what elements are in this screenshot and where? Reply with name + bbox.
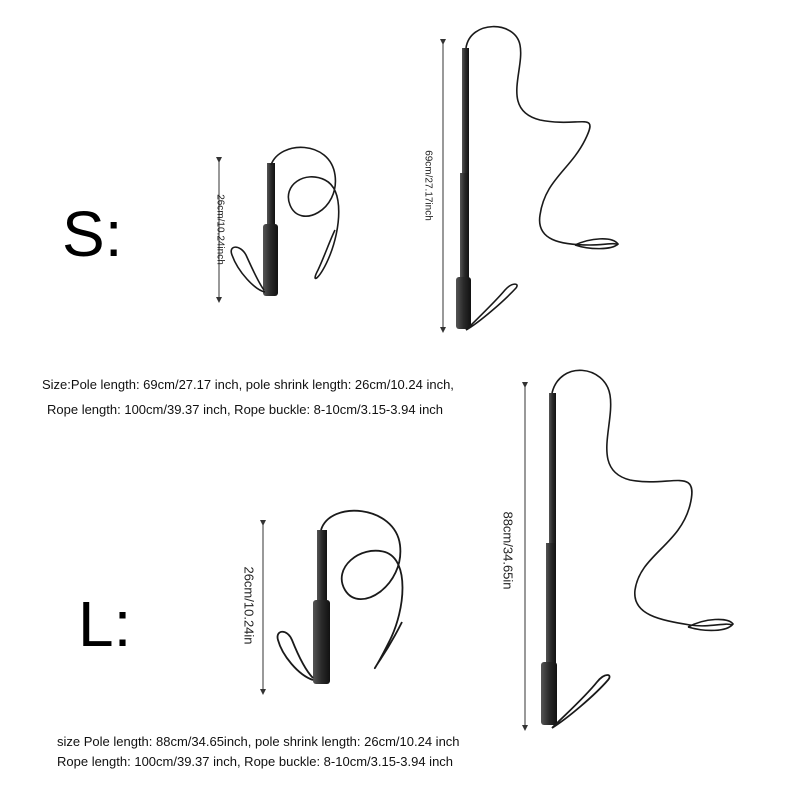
s-long-rope [466,27,618,245]
s-long-dimension-label: 69cm/27.17inch [422,150,434,221]
s-caption-line-2: Rope length: 100cm/39.37 inch, Rope buckle: 8-10cm/3.15-3.94 inch [47,402,444,417]
s-short-pole-handle [263,224,278,296]
s-long-pole-group [443,27,618,330]
l-short-pole-handle [313,600,330,684]
s-long-pole-mid [460,173,469,278]
l-long-rope [552,370,732,626]
l-short-pole-tip [317,530,327,602]
s-long-wrist-strap [466,284,517,330]
l-long-wrist-strap [552,675,610,728]
l-long-pole-handle [541,662,557,725]
s-long-pole-tip [462,48,469,173]
s-long-pole-handle [456,277,471,329]
l-short-rope [321,511,403,668]
l-caption-line-1: size Pole length: 88cm/34.65inch, pole shrink length: 26cm/10.24 inch [57,734,460,749]
l-short-pole-group [263,511,403,692]
l-short-wrist-strap [278,632,313,680]
l-short-dimension-label: 26cm/10.24in [241,566,257,645]
s-short-wrist-strap [231,247,265,292]
l-long-dimension-label: 88cm/34.65in [500,511,516,590]
s-short-pole-tip [267,163,275,225]
l-long-pole-group [525,370,733,728]
s-short-pole-group [219,147,339,300]
size-l-label: L: [78,588,132,660]
l-caption-line-2: Rope length: 100cm/39.37 inch, Rope buckle: 8-10cm/3.15-3.94 inch [57,754,454,769]
s-short-dimension-label: 26cm/10.24inch [214,194,226,265]
l-long-pole-tip [549,393,556,543]
size-s-label: S: [62,198,123,270]
s-caption-line-1: Size:Pole length: 69cm/27.17 inch, pole shrink length: 26cm/10.24 inch, [42,377,454,392]
s-short-rope [271,147,339,278]
l-long-pole-mid [546,543,556,663]
